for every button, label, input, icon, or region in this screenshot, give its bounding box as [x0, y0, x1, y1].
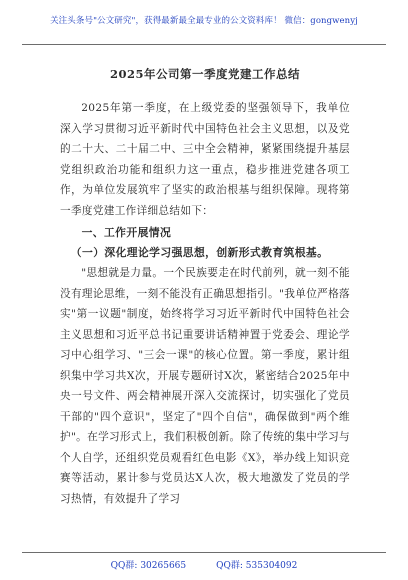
- header-banner: [0, 0, 408, 40]
- body-paragraph: "思想就是力量。一个民族要走在时代前列，就一刻不能没有理论思维，一刻不能没有正确思想指引。"我单位严格落实"第一议题"制度，始终将学习习近平新时代中国特色社会主义思想和习近平总书记重要讲话精神置于党委会、理论学习中心组学习、"三会一课"的核心位置。第一季度，累计组织集中学习共X次，开展专题研讨X次，紧密结合2025年中央一号文件、两会精神展开深入交流探讨，切实强化了党员干部的"四个意识"，坚定了"四个自信"，确保做到"两个维护"。在学习形式上，我们积极创新。除了传统的集中学习与个人自学，还组织党员观看红色电影《X》，举办线上知识竞赛等活动，累计参与党员达X人次，极大地激发了党员的学习热情，有效提升了学习: [60, 267, 350, 505]
- intro-paragraph: 2025年第一季度，在上级党委的坚强领导下，我单位深入学习贯彻习近平新时代中国特色社会主义思想，以及党的二十大、二十届二中、三中全会精神，紧紧围绕提升基层党组织政治功能和组织力这一重点，稳步推进党建各项工作，为单位发展筑牢了坚实的政治根基与组织保障。现将第一季度党建工作详细总结如下：: [60, 102, 350, 217]
- subsection-heading: （一）深化理论学习强思想，创新形式教育筑根基。: [70, 246, 329, 259]
- document-body: [60, 66, 350, 509]
- section-heading: 一、工作开展情况: [81, 226, 172, 239]
- footer-qq-group-1: QQ群: 30265665: [110, 561, 187, 571]
- header-divider: [22, 44, 386, 45]
- footer-divider: [22, 552, 386, 553]
- document-title: 2025年公司第一季度党建工作总结: [109, 67, 300, 81]
- footer-qq-group-2: QQ群: 535304092: [216, 561, 298, 571]
- header-banner-text: 关注头条号"公文研究"，获得最新最全最专业的公文资料库！ 微信：gongwenyj: [50, 16, 358, 26]
- footer: [0, 558, 408, 571]
